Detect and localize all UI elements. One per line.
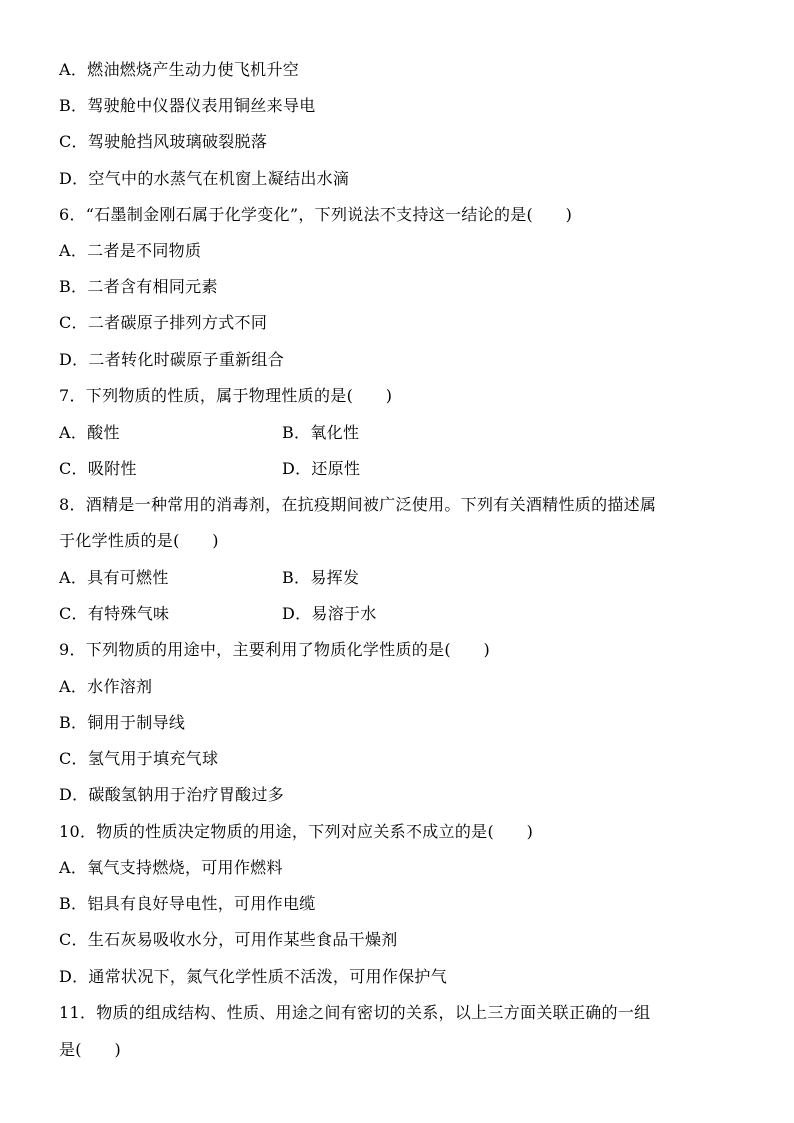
- q6-option-c: C．二者碳原子排列方式不同: [59, 313, 268, 332]
- q10-option-b: B．铝具有良好导电性，可用作电缆: [59, 894, 316, 913]
- q9-option-d: D．碳酸氢钠用于治疗胃酸过多: [59, 785, 285, 804]
- q7-option-c: C．吸附性: [59, 459, 137, 478]
- q5-option-b: B．驾驶舱中仪器仪表用铜丝来导电: [59, 96, 316, 115]
- q6-stem: 6．“石墨制金刚石属于化学变化”，下列说法不支持这一结论的是( ): [59, 205, 573, 224]
- q7-option-d: D．还原性: [282, 459, 361, 478]
- q5-option-a: A．燃油燃烧产生动力使飞机升空: [59, 60, 300, 79]
- q10-option-a: A．氧气支持燃烧，可用作燃料: [59, 858, 283, 877]
- q6-option-d: D．二者转化时碳原子重新组合: [59, 350, 285, 369]
- q7-option-b: B．氧化性: [282, 423, 360, 442]
- q8-option-a: A．具有可燃性: [59, 568, 169, 587]
- q8-option-b: B．易挥发: [282, 568, 360, 587]
- q8-stem-line1: 8．酒精是一种常用的消毒剂，在抗疫期间被广泛使用。下列有关酒精性质的描述属: [59, 495, 657, 514]
- q9-stem: 9．下列物质的用途中，主要利用了物质化学性质的是( ): [59, 640, 491, 659]
- q5-option-c: C．驾驶舱挡风玻璃破裂脱落: [59, 132, 268, 151]
- q8-stem-line2: 于化学性质的是( ): [59, 531, 219, 550]
- q8-option-c: C．有特殊气味: [59, 604, 170, 623]
- q11-stem-line1: 11．物质的组成结构、性质、用途之间有密切的关系，以上三方面关联正确的一组: [59, 1003, 651, 1022]
- q6-option-b: B．二者含有相同元素: [59, 277, 218, 296]
- q5-option-d: D．空气中的水蒸气在机窗上凝结出水滴: [59, 169, 350, 188]
- q10-option-c: C．生石灰易吸收水分，可用作某些食品干燥剂: [59, 930, 398, 949]
- q9-option-a: A．水作溶剂: [59, 677, 153, 696]
- q7-option-a: A．酸性: [59, 423, 120, 442]
- q10-option-d: D．通常状况下，氮气化学性质不活泼，可用作保护气: [59, 967, 448, 986]
- q8-option-d: D．易溶于水: [282, 604, 377, 623]
- q11-stem-line2: 是( ): [59, 1040, 121, 1059]
- q6-option-a: A．二者是不同物质: [59, 241, 202, 260]
- q7-stem: 7．下列物质的性质，属于物理性质的是( ): [59, 386, 393, 405]
- q9-option-c: C．氢气用于填充气球: [59, 749, 219, 768]
- q9-option-b: B．铜用于制导线: [59, 713, 186, 732]
- q10-stem: 10．物质的性质决定物质的用途，下列对应关系不成立的是( ): [59, 822, 534, 841]
